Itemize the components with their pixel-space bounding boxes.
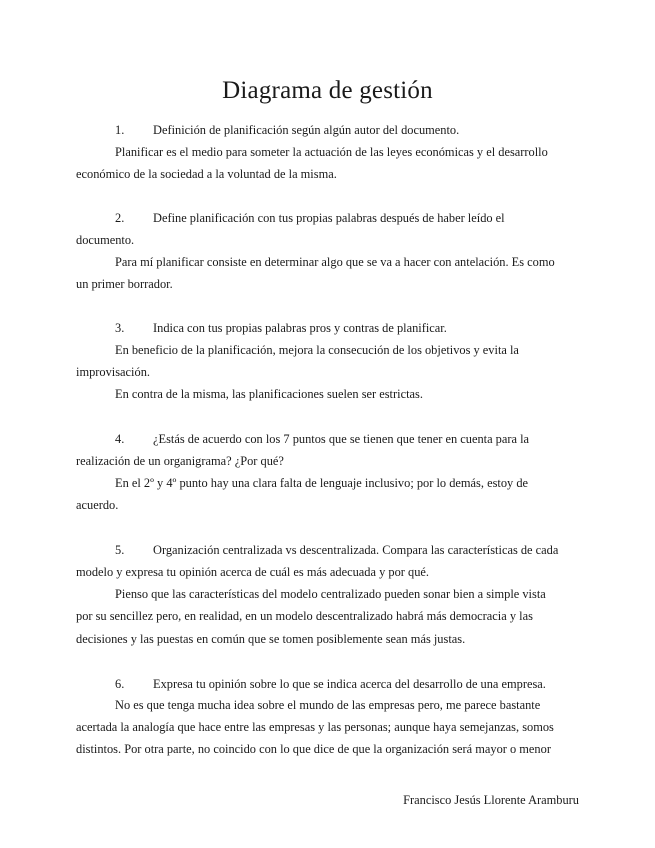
question-number: 1. bbox=[115, 123, 125, 137]
question-text-continuation: realización de un organigrama? ¿Por qué? bbox=[76, 454, 284, 468]
answer-line: Pienso que las características del modelo centralizado pueden sonar bien a simple vista bbox=[115, 587, 546, 601]
answer-line: decisiones y las puestas en común que se tomen posiblemente sean más justas. bbox=[76, 632, 466, 646]
question-text: Indica con tus propias palabras pros y contras de planificar. bbox=[153, 321, 447, 335]
question-text-continuation: modelo y expresa tu opinión acerca de cuál es más adecuada y por qué. bbox=[76, 565, 429, 579]
answer-line: por su sencillez pero, en realidad, en un modelo descentralizado habrá más democracia y las bbox=[76, 609, 533, 623]
answer-line: acuerdo. bbox=[76, 498, 119, 512]
question-number: 3. bbox=[115, 321, 125, 335]
author-name: Francisco Jesús Llorente Aramburu bbox=[403, 793, 579, 807]
answer-line: un primer borrador. bbox=[76, 277, 173, 291]
question-text: Definición de planificación según algún autor del documento. bbox=[153, 123, 460, 137]
answer-line: económico de la sociedad a la voluntad de la misma. bbox=[76, 167, 337, 181]
answer-line: acertada la analogía que hace entre las empresas y las personas; aunque haya semejanzas, somos bbox=[76, 720, 554, 734]
question-number: 6. bbox=[115, 677, 125, 691]
question-text: Expresa tu opinión sobre lo que se indica acerca del desarrollo de una empresa. bbox=[153, 677, 546, 691]
question-text: ¿Estás de acuerdo con los 7 puntos que se tienen que tener en cuenta para la bbox=[153, 432, 530, 446]
question-number: 2. bbox=[115, 211, 125, 225]
answer-line: En beneficio de la planificación, mejora la consecución de los objetivos y evita la bbox=[115, 343, 519, 357]
answer-line: improvisación. bbox=[76, 365, 150, 379]
question-text-continuation: documento. bbox=[76, 233, 135, 247]
answer-line: Para mí planificar consiste en determinar algo que se va a hacer con antelación. Es como bbox=[115, 255, 555, 269]
answer-line: En contra de la misma, las planificaciones suelen ser estrictas. bbox=[115, 387, 423, 401]
answer-line: No es que tenga mucha idea sobre el mundo de las empresas pero, me parece bastante bbox=[115, 698, 541, 712]
question-number: 5. bbox=[115, 543, 125, 557]
page-title: Diagrama de gestión bbox=[222, 77, 433, 104]
answer-line: Planificar es el medio para someter la actuación de las leyes económicas y el desarrollo bbox=[115, 145, 548, 159]
answer-line: En el 2º y 4º punto hay una clara falta de lenguaje inclusivo; por lo demás, estoy de bbox=[115, 476, 529, 490]
question-text: Define planificación con tus propias palabras después de haber leído el bbox=[153, 211, 505, 225]
answer-line: distintos. Por otra parte, no coincido con lo que dice de que la organización será mayor o menor bbox=[76, 742, 551, 756]
question-number: 4. bbox=[115, 432, 125, 446]
question-text: Organización centralizada vs descentralizada. Compara las características de cada bbox=[153, 543, 559, 557]
